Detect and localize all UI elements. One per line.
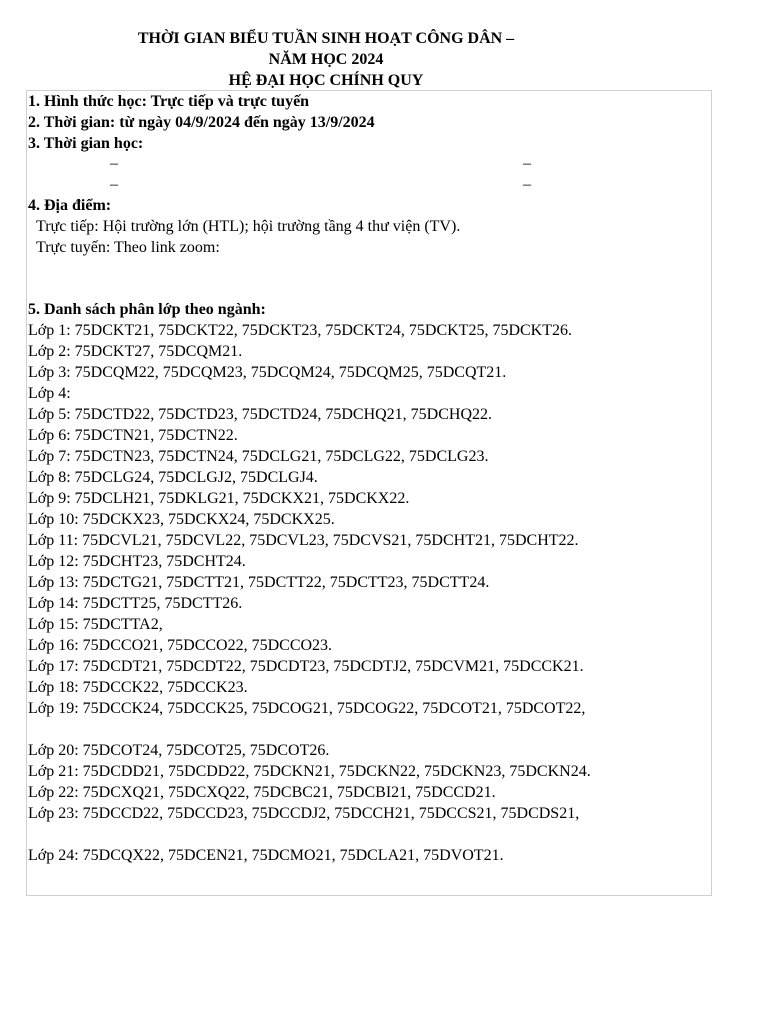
class-row: Lớp 17: 75DCDT21, 75DCDT22, 75DCDT23, 75DCDTJ2, 75DCVM21, 75DCCK21. bbox=[28, 658, 584, 675]
class-row: Lớp 6: 75DCTN21, 75DCTN22. bbox=[28, 427, 238, 444]
class-row: Lớp 13: 75DCTG21, 75DCTT21, 75DCTT22, 75DCTT23, 75DCTT24. bbox=[28, 574, 490, 591]
class-row: Lớp 20: 75DCOT24, 75DCOT25, 75DCOT26. bbox=[28, 742, 330, 759]
schedule-dash: – bbox=[110, 155, 118, 172]
schedule-dash: – bbox=[110, 176, 118, 193]
doc-title-line2: NĂM HỌC 2024 bbox=[268, 51, 384, 68]
class-row: Lớp 24: 75DCQX22, 75DCEN21, 75DCMO21, 75DCLA21, 75DVOT21. bbox=[28, 847, 504, 864]
class-row: Lớp 16: 75DCCO21, 75DCCO22, 75DCCO23. bbox=[28, 637, 333, 654]
section-schedule: 3. Thời gian học: bbox=[28, 135, 144, 152]
location-direct: Trực tiếp: Hội trường lớn (HTL); hội trường tầng 4 thư viện (TV). bbox=[36, 218, 461, 235]
class-row: Lớp 23: 75DCCD22, 75DCCD23, 75DCCDJ2, 75DCCH21, 75DCCS21, 75DCDS21, bbox=[28, 805, 580, 822]
class-row: Lớp 10: 75DCKX23, 75DCKX24, 75DCKX25. bbox=[28, 511, 335, 528]
class-row: Lớp 12: 75DCHT23, 75DCHT24. bbox=[28, 553, 246, 570]
section-class-list: 5. Danh sách phân lớp theo ngành: bbox=[28, 301, 266, 318]
schedule-dash: – bbox=[523, 176, 531, 193]
class-row: Lớp 18: 75DCCK22, 75DCCK23. bbox=[28, 679, 248, 696]
doc-title-line1: THỜI GIAN BIỂU TUẦN SINH HOẠT CÔNG DÂN – bbox=[137, 30, 515, 47]
section-location: 4. Địa điểm: bbox=[28, 197, 112, 214]
class-row: Lớp 2: 75DCKT27, 75DCQM21. bbox=[28, 343, 243, 360]
class-row: Lớp 4: bbox=[28, 385, 71, 402]
class-row: Lớp 15: 75DCTTA2, bbox=[28, 616, 163, 633]
class-row: Lớp 3: 75DCQM22, 75DCQM23, 75DCQM24, 75DCQM25, 75DCQT21. bbox=[28, 364, 507, 381]
class-row: Lớp 9: 75DCLH21, 75DKLG21, 75DCKX21, 75DCKX22. bbox=[28, 490, 410, 507]
class-row: Lớp 21: 75DCDD21, 75DCDD22, 75DCKN21, 75DCKN22, 75DCKN23, 75DCKN24. bbox=[28, 763, 591, 780]
class-row: Lớp 1: 75DCKT21, 75DCKT22, 75DCKT23, 75DCKT24, 75DCKT25, 75DCKT26. bbox=[28, 322, 573, 339]
section-format: 1. Hình thức học: Trực tiếp và trực tuyến bbox=[28, 93, 310, 110]
class-row: Lớp 5: 75DCTD22, 75DCTD23, 75DCTD24, 75DCHQ21, 75DCHQ22. bbox=[28, 406, 493, 423]
location-online: Trực tuyến: Theo link zoom: bbox=[36, 239, 220, 256]
schedule-dash: – bbox=[523, 155, 531, 172]
class-row: Lớp 14: 75DCTT25, 75DCTT26. bbox=[28, 595, 243, 612]
doc-title-line3: HỆ ĐẠI HỌC CHÍNH QUY bbox=[228, 72, 424, 89]
class-row: Lớp 8: 75DCLG24, 75DCLGJ2, 75DCLGJ4. bbox=[28, 469, 318, 486]
class-row: Lớp 7: 75DCTN23, 75DCTN24, 75DCLG21, 75DCLG22, 75DCLG23. bbox=[28, 448, 489, 465]
class-row: Lớp 22: 75DCXQ21, 75DCXQ22, 75DCBC21, 75DCBI21, 75DCCD21. bbox=[28, 784, 496, 801]
section-time: 2. Thời gian: từ ngày 04/9/2024 đến ngày 13/9/2024 bbox=[28, 114, 375, 131]
class-row: Lớp 19: 75DCCK24, 75DCCK25, 75DCOG21, 75DCOG22, 75DCOT21, 75DCOT22, bbox=[28, 700, 586, 717]
class-row: Lớp 11: 75DCVL21, 75DCVL22, 75DCVL23, 75DCVS21, 75DCHT21, 75DCHT22. bbox=[28, 532, 579, 549]
